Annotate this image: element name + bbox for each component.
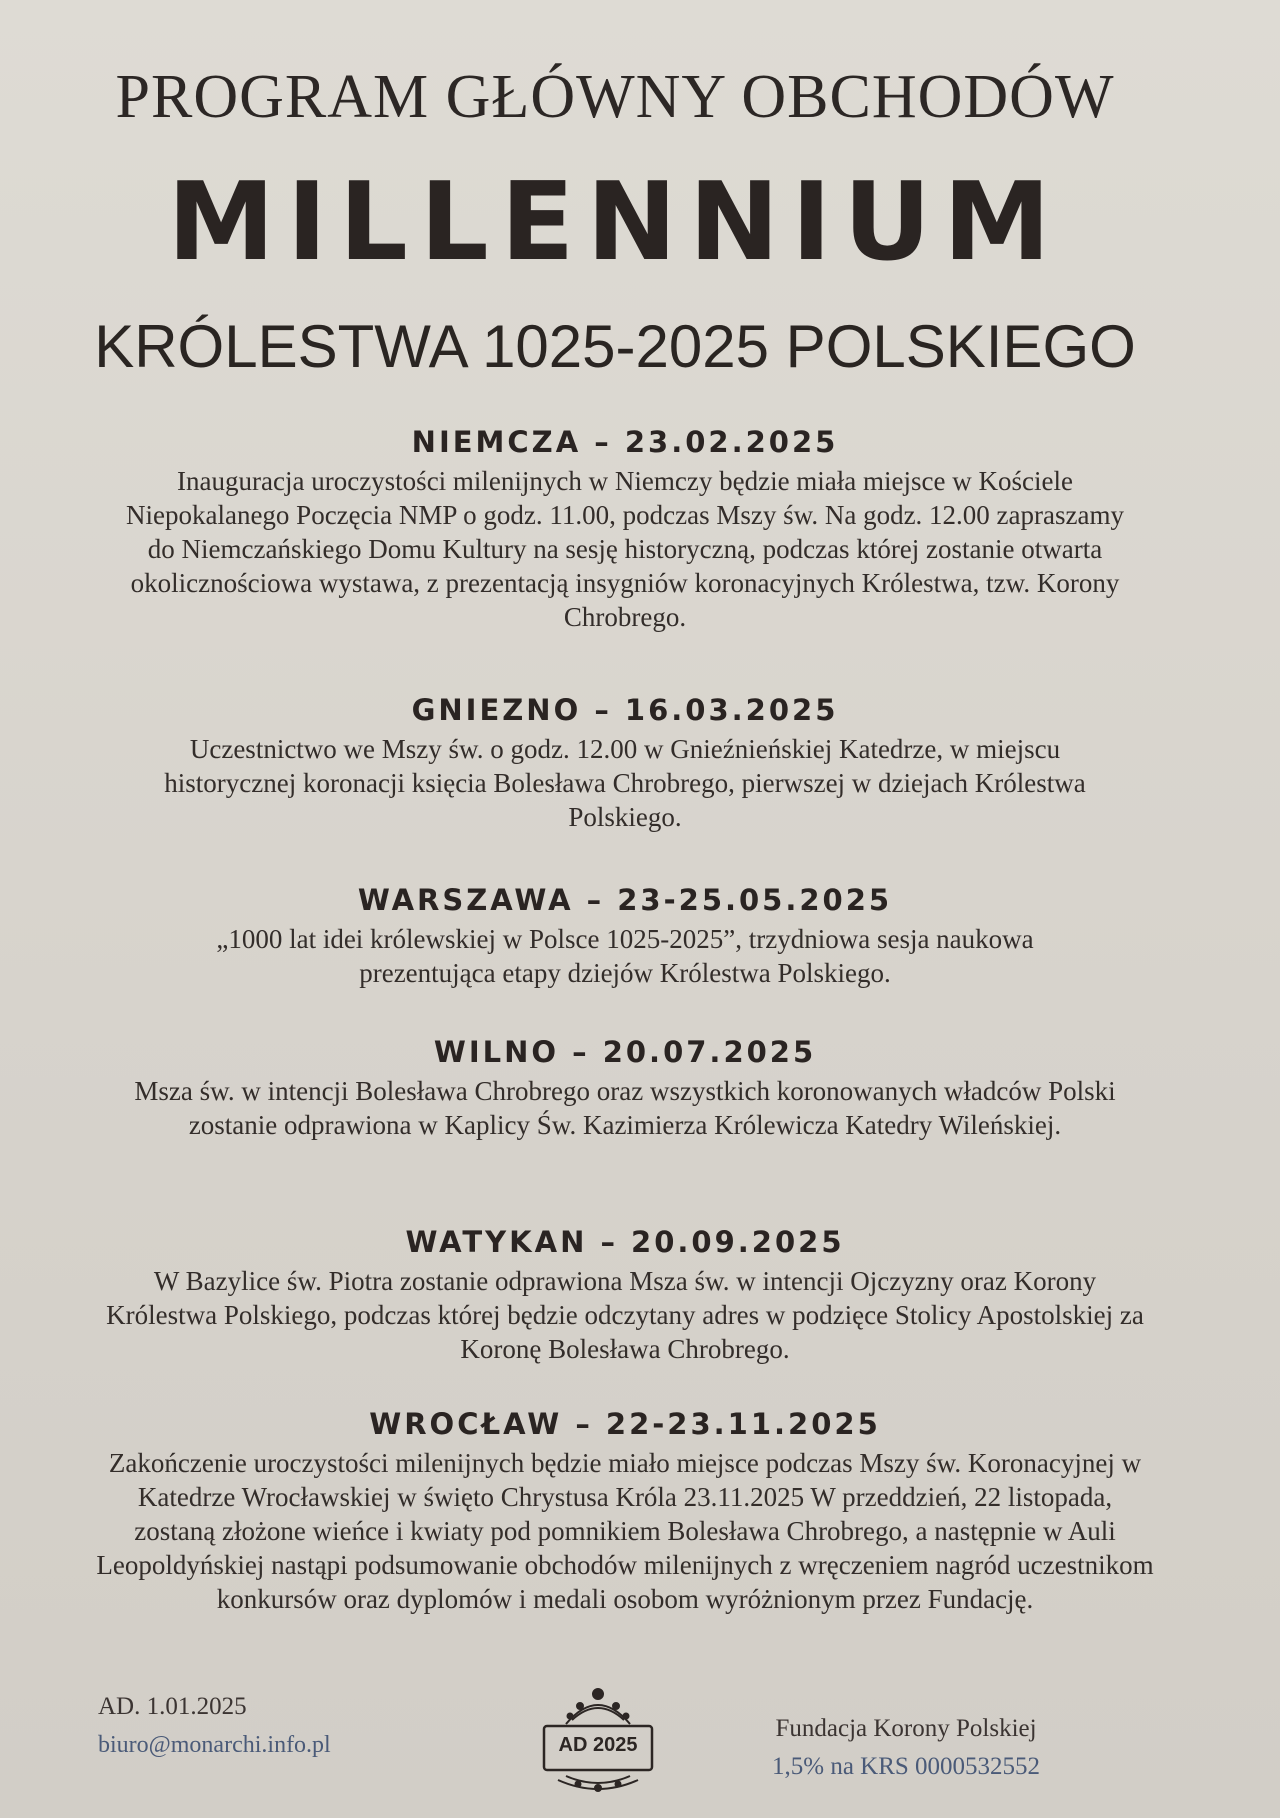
event-niemcza (70, 422, 1180, 634)
event-description: Uczestnictwo we Mszy św. o godz. 12.00 w Gnieźnieńskiej Katedrze, w miejscu historycznej koronacji księcia Bolesława Chrobrego, pierwszej w dziejach Królestwa Polskiego. (164, 734, 1086, 832)
event-gniezno (70, 690, 1180, 834)
event-heading: WARSZAWA – 23-25.05.2025 (357, 883, 893, 917)
emblem-label: AD 2025 (558, 1734, 638, 1756)
krs-number: 1,5% na KRS 0000532552 (772, 1753, 1041, 1780)
event-description: „1000 lat idei królewskiej w Polsce 1025-2025”, trzydniowa sesja naukowa prezentująca etapy dziejów Królestwa Polskiego. (216, 924, 1034, 988)
event-heading: NIEMCZA – 23.02.2025 (411, 425, 839, 459)
event-description: Inauguracja uroczystości milenijnych w Niemczy będzie miała miejsce w Kościele Niepokalanego Poczęcia NMP o godz. 11.00, podczas Mszy św. Na godz. 12.00 zapraszamy do Niemczańskiego Domu Kultury na sesję historyczną, podczas której zostanie otwarta okolicznościowa wystawa, z prezentacją insygniów koronacyjnych Królestwa, tzw. Korony Chrobrego. (126, 466, 1124, 632)
event-heading: WROCŁAW – 22-23.11.2025 (369, 1407, 881, 1441)
foundation-name: Fundacja Korony Polskiej (775, 1715, 1037, 1742)
event-warszawa (70, 880, 1180, 990)
crown-emblem-icon (536, 1680, 660, 1804)
header-subtitle: PROGRAM GŁÓWNY OBCHODÓW (115, 63, 1115, 131)
footer-date: AD. 1.01.2025 (98, 1693, 247, 1720)
header-kingdom-line: KRÓLESTWA 1025-2025 POLSKIEGO (94, 313, 1136, 380)
event-description: W Bazylice św. Piotra zostanie odprawiona Msza św. w intencji Ojczyzny oraz Korony Królestwa Polskiego, podczas której będzie odczytany adres w podzięce Stolicy Apostolskiej za Koronę Bolesława Chrobrego. (106, 1266, 1144, 1364)
footer-right (772, 1710, 1040, 1786)
event-description: Zakończenie uroczystości milenijnych będzie miało miejsce podczas Mszy św. Koronacyjnej w Katedrze Wrocławskiej w święto Chrystusa Króla 23.11.2025 W przeddzień, 22 listopada, zostaną złożone wieńce i kwiaty pod pomnikiem Bolesława Chrobrego, a następnie w Auli Leopoldyńskiej nastąpi podsumowanie obchodów milenijnych z wręczeniem nagród uczestnikom konkursów oraz dyplomów i medali osobom wyróżnionym przez Fundację. (96, 1448, 1154, 1614)
event-heading: GNIEZNO – 16.03.2025 (411, 693, 839, 727)
footer-email-link[interactable]: biuro@monarchi.info.pl (98, 1732, 331, 1758)
event-heading: WILNO – 20.07.2025 (433, 1035, 817, 1069)
event-heading: WATYKAN – 20.09.2025 (405, 1225, 845, 1259)
event-wroclaw (70, 1404, 1180, 1616)
event-wilno (70, 1032, 1180, 1142)
header-title: MILLENNIUM (167, 160, 1063, 285)
footer-left (98, 1688, 331, 1764)
event-watykan (70, 1222, 1180, 1366)
event-description: Msza św. w intencji Bolesława Chrobrego oraz wszystkich koronowanych władców Polski zostanie odprawiona w Kaplicy Św. Kazimierza Królewicza Katedry Wileńskiej. (134, 1076, 1116, 1140)
